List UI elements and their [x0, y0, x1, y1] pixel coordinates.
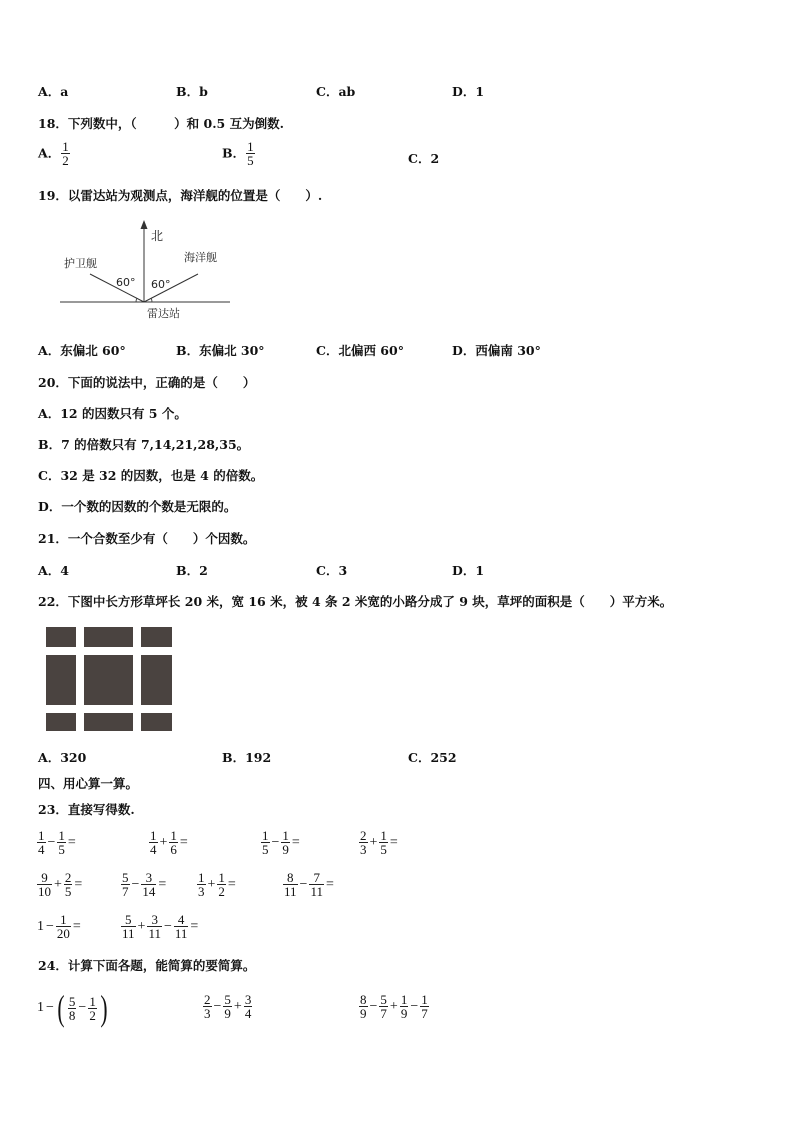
q18-stem: 18．下列数中，（ ）和 0.5 互为倒数.: [38, 116, 284, 131]
math-operator: −: [131, 876, 140, 892]
path-horizontal-1: [46, 647, 172, 655]
denominator: 8: [68, 1007, 76, 1023]
path-horizontal-2: [46, 705, 172, 713]
path-vertical-1: [76, 627, 84, 731]
numerator: 1: [380, 828, 387, 843]
angle-label-left: 60°: [116, 276, 136, 289]
denominator: 11: [310, 884, 323, 899]
path-vertical-2: [133, 627, 141, 731]
denominator: 9: [282, 842, 289, 857]
numerator: 5: [121, 913, 136, 927]
q18-option-a[interactable]: [38, 140, 71, 167]
math-operator: +: [389, 998, 398, 1014]
q19-option-c[interactable]: C．北偏西 60°: [316, 343, 404, 358]
numerator: 1: [38, 828, 45, 843]
q23-expr-2: [148, 829, 189, 856]
numerator: 2: [360, 828, 367, 843]
fraction: [61, 140, 70, 167]
math-operator: =: [72, 918, 81, 934]
fraction: [400, 993, 409, 1020]
q19-option-d[interactable]: D．西偏南 30°: [452, 343, 541, 358]
q19-stem: 19．以雷达站为观测点，海洋舰的位置是（ ）.: [38, 188, 323, 203]
denominator: 9: [400, 1006, 408, 1021]
denominator: 9: [360, 1006, 367, 1021]
q21-stem: 21．一个合数至少有（ ）个因数。: [38, 531, 256, 546]
math-operator: =: [227, 876, 236, 892]
denominator: 5: [380, 842, 387, 857]
q21-option-c[interactable]: C．3: [316, 563, 348, 578]
numerator: 3: [244, 992, 252, 1007]
numerator: 5: [122, 870, 129, 885]
angle-arc-left: [136, 298, 137, 302]
denominator: 4: [38, 842, 45, 857]
numerator: 8: [283, 871, 298, 885]
q22-option-b[interactable]: B．192: [222, 750, 272, 765]
numerator: 1: [421, 992, 428, 1007]
q21-option-d[interactable]: D．1: [452, 563, 485, 578]
denominator: 11: [148, 926, 161, 941]
numerator: 1: [62, 139, 69, 154]
math-operator: =: [74, 876, 83, 892]
math-operator: =: [158, 876, 167, 892]
q23-expr-5: [36, 871, 83, 898]
math-operator: −: [78, 1000, 87, 1015]
q24-stem: 24．计算下面各题，能简算的要简算。: [38, 958, 256, 973]
q19-option-b[interactable]: B．东偏北 30°: [176, 343, 265, 358]
fraction: [121, 871, 130, 898]
numerator: 1: [282, 828, 289, 843]
fraction: [147, 913, 162, 940]
section-heading: 四、用心算一算。: [38, 776, 139, 791]
math-operator: −: [163, 918, 172, 934]
math-operator: −: [410, 998, 419, 1014]
numerator: 1: [56, 913, 71, 927]
fraction: [88, 995, 97, 1022]
math-operator: 1: [37, 1000, 44, 1015]
math-operator: =: [325, 876, 334, 892]
radar-direction-diagram: [56, 216, 236, 326]
numerator: 5: [224, 992, 231, 1007]
denominator: 5: [64, 884, 72, 899]
denominator: 5: [262, 842, 269, 857]
q20-option-a[interactable]: A．12 的因数只有 5 个。: [38, 406, 187, 421]
numerator: 1: [170, 828, 177, 843]
denominator: 2: [89, 1007, 96, 1023]
math-operator: +: [137, 918, 146, 934]
q24-expr-3: [358, 993, 430, 1020]
numerator: 7: [309, 871, 324, 885]
numerator: 2: [204, 992, 211, 1007]
q21-option-b[interactable]: B．2: [176, 563, 208, 578]
fraction: [121, 913, 136, 940]
math-operator: −: [299, 876, 308, 892]
math-operator: −: [213, 998, 222, 1014]
q23-expr-3: [260, 829, 301, 856]
math-operator: =: [389, 834, 398, 850]
fraction: [56, 913, 71, 940]
fraction: [246, 140, 255, 167]
math-operator: −: [47, 834, 56, 850]
fraction: [197, 871, 206, 898]
denominator: 2: [218, 884, 225, 899]
fraction: [37, 871, 52, 898]
numerator: 5: [380, 992, 387, 1007]
fraction: [64, 871, 73, 898]
q22-option-c[interactable]: C．252: [408, 750, 457, 765]
q22-stem: 22．下图中长方形草坪长 20 米，宽 16 米，被 4 条 2 米宽的小路分成了 9 块，草坪的面积是（ ）平方米。: [38, 594, 673, 609]
math-operator: =: [67, 834, 76, 850]
math-operator: =: [291, 834, 300, 850]
numerator: 5: [68, 993, 76, 1009]
math-operator: +: [54, 876, 62, 892]
math-operator: −: [46, 918, 54, 934]
escort-ship-label: 护卫舰: [64, 257, 97, 270]
parenthesis: (: [57, 988, 65, 1028]
denominator: 14: [142, 884, 156, 899]
fraction: [359, 829, 368, 856]
q17-option-a[interactable]: A．a: [38, 84, 69, 99]
numerator: 1: [247, 139, 254, 154]
math-operator: 1: [37, 918, 44, 934]
numerator: 9: [37, 871, 52, 885]
q24-expr-2: [202, 993, 253, 1020]
denominator: 4: [150, 842, 157, 857]
q23-expr-10: [120, 913, 199, 940]
fraction: [141, 871, 156, 898]
denominator: 4: [244, 1006, 252, 1021]
numerator: 1: [150, 828, 157, 843]
q23-expr-9: [36, 913, 82, 940]
math-operator: −: [271, 834, 280, 850]
q23-stem: 23．直接写得数.: [38, 802, 135, 817]
q23-expr-4: [358, 829, 399, 856]
fraction: [359, 993, 368, 1020]
q24-expr-1: [36, 990, 110, 1026]
math-operator: +: [369, 834, 378, 850]
fraction: [379, 993, 388, 1020]
option-label: A．: [38, 145, 61, 161]
numerator: 1: [262, 828, 269, 843]
numerator: 3: [141, 871, 156, 885]
q23-expr-6: [120, 871, 167, 898]
fraction: [149, 829, 158, 856]
fraction: [37, 829, 46, 856]
angle-label-right: 60°: [151, 278, 171, 291]
denominator: 11: [174, 926, 188, 941]
denominator: 10: [38, 884, 51, 899]
denominator: 11: [122, 926, 135, 941]
q17-option-d[interactable]: D．1: [452, 84, 485, 99]
q19-option-a[interactable]: A．东偏北 60°: [38, 343, 126, 358]
fraction: [309, 871, 324, 898]
numerator: 1: [58, 828, 65, 843]
angle-arc-right: [151, 298, 152, 302]
q18-option-c[interactable]: C．2: [408, 151, 440, 166]
numerator: 1: [400, 992, 408, 1007]
q20-option-c[interactable]: C．32 是 32 的因数，也是 4 的倍数。: [38, 468, 264, 483]
fraction: [244, 993, 253, 1020]
north-label: 北: [151, 229, 164, 243]
denominator: 3: [360, 842, 367, 857]
math-operator: +: [233, 998, 242, 1014]
fraction: [379, 829, 388, 856]
q17-option-b[interactable]: B．b: [176, 84, 208, 99]
numerator: 1: [218, 870, 225, 885]
q17-option-c[interactable]: C．ab: [316, 84, 356, 99]
fraction: [281, 829, 290, 856]
q21-option-a[interactable]: A．4: [38, 563, 69, 578]
fraction: [169, 829, 178, 856]
math-operator: −: [369, 998, 378, 1014]
fraction: [174, 913, 189, 940]
fraction: [57, 829, 66, 856]
math-operator: =: [190, 918, 199, 934]
denominator: 7: [122, 884, 129, 899]
north-arrow-icon: [141, 220, 148, 229]
math-operator: −: [46, 1000, 54, 1015]
denominator: 5: [58, 842, 65, 857]
math-operator: =: [179, 834, 188, 850]
fraction: [420, 993, 429, 1020]
q20-option-b[interactable]: B．7 的倍数只有 7,14,21,28,35。: [38, 437, 250, 452]
numerator: 8: [360, 992, 367, 1007]
fraction: [68, 995, 77, 1022]
fraction: [261, 829, 270, 856]
denominator: 2: [62, 153, 69, 168]
numerator: 4: [174, 913, 189, 927]
q23-expr-1: [36, 829, 77, 856]
denominator: 3: [204, 1006, 211, 1021]
option-label: B．: [222, 145, 246, 161]
q23-expr-8: [282, 871, 335, 898]
denominator: 9: [224, 1006, 231, 1021]
parenthesis: ): [100, 988, 108, 1028]
radar-station-label: 雷达站: [147, 307, 180, 320]
denominator: 6: [170, 842, 177, 857]
lawn-figure: [46, 627, 172, 731]
math-operator: +: [159, 834, 168, 850]
q20-stem: 20．下面的说法中，正确的是（ ）: [38, 375, 256, 390]
denominator: 5: [247, 153, 254, 168]
math-operator: +: [207, 876, 216, 892]
q20-option-d[interactable]: D．一个数的因数的个数是无限的。: [38, 499, 237, 514]
fraction: [203, 993, 212, 1020]
denominator: 7: [380, 1006, 387, 1021]
denominator: 11: [284, 884, 297, 899]
ocean-ship-label: 海洋舰: [184, 251, 217, 264]
q18-option-b[interactable]: [222, 140, 256, 167]
q23-expr-7: [196, 871, 237, 898]
fraction: [283, 871, 298, 898]
q22-option-a[interactable]: A．320: [38, 750, 87, 765]
lawn-rect: [46, 627, 172, 731]
denominator: 3: [198, 884, 205, 899]
denominator: 7: [421, 1006, 428, 1021]
denominator: 20: [56, 926, 70, 941]
numerator: 1: [198, 870, 205, 885]
fraction: [223, 993, 232, 1020]
numerator: 3: [147, 913, 162, 927]
fraction: [217, 871, 226, 898]
numerator: 1: [89, 993, 96, 1009]
numerator: 2: [64, 870, 72, 885]
